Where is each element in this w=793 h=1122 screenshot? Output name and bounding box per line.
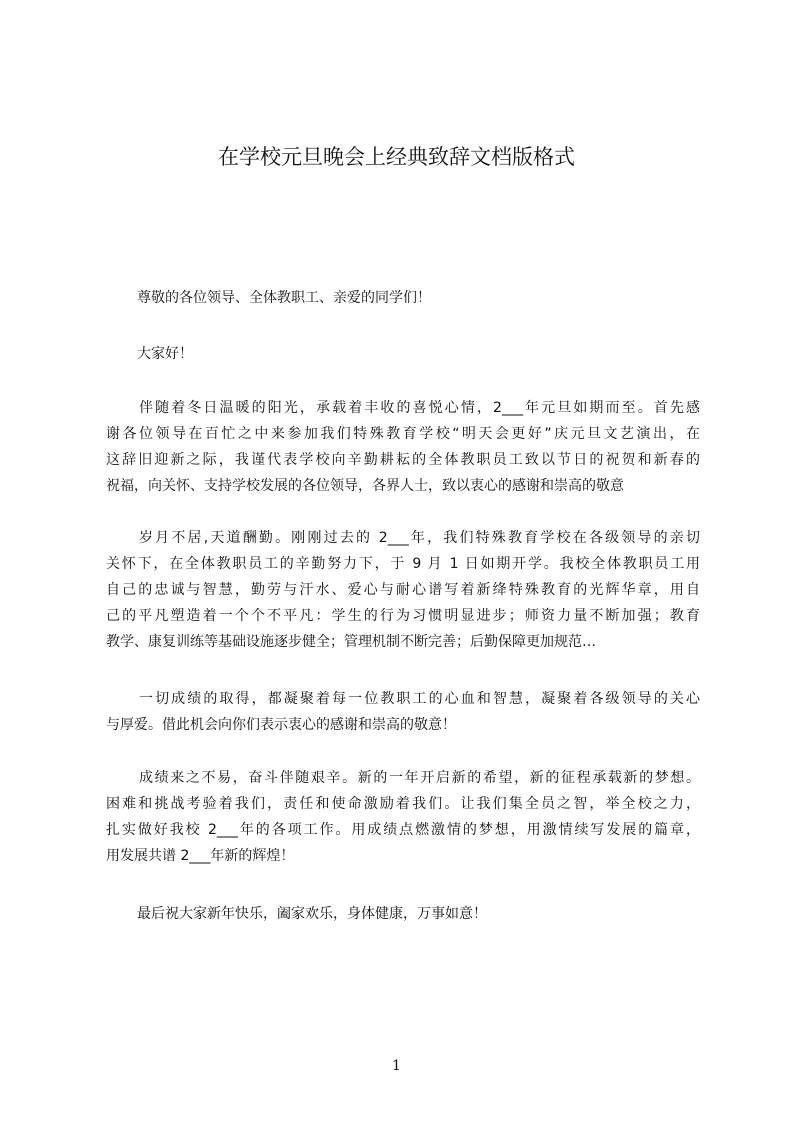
paragraph-line: 扎实做好我校 2___年的各项工作。用成绩点燃激情的梦想，用激情续写发展的篇章， [106, 822, 700, 838]
paragraph-thanks [106, 686, 700, 738]
greeting: 大家好！ [137, 346, 193, 362]
paragraph-line: 谢各位领导在百忙之中来参加我们特殊教育学校“明天会更好”庆元旦文艺演出，在 [106, 426, 700, 442]
paragraph-line: 成绩来之不易，奋斗伴随艰辛。新的一年开启新的希望，新的征程承载新的梦想。 [139, 770, 700, 786]
paragraph-line: 困难和挑战考验着我们，责任和使命激励着我们。让我们集全员之智，举全校之力， [106, 796, 700, 812]
paragraph-line: 祝福，向关怀、支持学校发展的各位领导，各界人士，致以衷心的感谢和崇高的敬意 [106, 478, 624, 494]
page-number: 1 [392, 1058, 401, 1074]
paragraph-line: 一切成绩的取得，都凝聚着每一位教职工的心血和智慧，凝聚着各级领导的关心 [139, 691, 700, 707]
paragraph-review [106, 525, 700, 655]
paragraph-line: 教学、康复训练等基础设施逐步健全；管理机制不断完善；后勤保障更加规范… [106, 634, 596, 650]
paragraph-line: 这辞旧迎新之际，我谨代表学校向辛勤耕耘的全体教职员工致以节日的祝贺和新春的 [106, 452, 700, 468]
paragraph-line: 己的平凡塑造着一个个不平凡：学生的行为习惯明显进步；师资力量不断加强；教育 [106, 608, 700, 624]
paragraph-line: 与厚爱。借此机会向你们表示衷心的感谢和崇高的敬意！ [106, 717, 456, 733]
paragraph-outlook [106, 765, 700, 869]
paragraph-line: 岁月不居,天道酬勤。刚刚过去的 2___年，我们特殊教育学校在各级领导的亲切 [139, 530, 700, 546]
paragraph-line: 关怀下，在全体教职员工的辛勤努力下，于 9 月 1 日如期开学。我校全体教职员工用 [106, 556, 700, 572]
paragraph-line: 用发展共谱 2___年新的辉煌！ [106, 848, 295, 864]
paragraph-line: 伴随着冬日温暖的阳光，承载着丰收的喜悦心情，2___年元旦如期而至。首先感 [139, 400, 700, 416]
closing-wishes: 最后祝大家新年快乐，阖家欢乐，身体健康，万事如意！ [137, 906, 487, 922]
salutation: 尊敬的各位领导、全体教职工、亲爱的同学们！ [137, 290, 431, 306]
paragraph-line: 自己的忠诚与智慧，勤劳与汗水、爱心与耐心谱写着新绛特殊教育的光辉华章，用自 [106, 582, 700, 598]
paragraph-opening [106, 395, 700, 499]
document-title: 在学校元旦晚会上经典致辞文档版格式 [218, 145, 575, 169]
